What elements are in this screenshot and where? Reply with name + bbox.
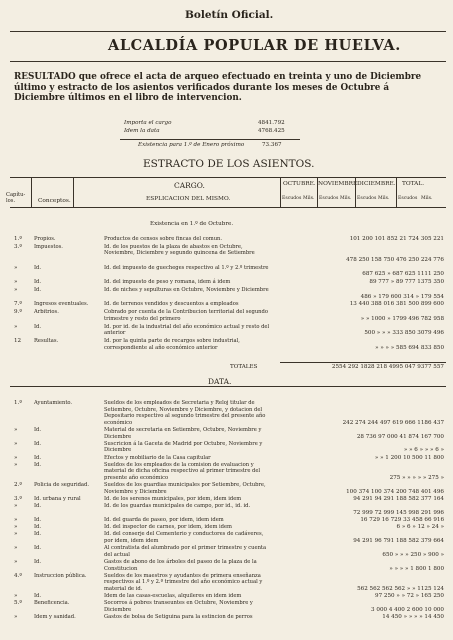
row-concepto: Propios. bbox=[34, 236, 56, 242]
row-concepto: Arbitrios. bbox=[34, 309, 59, 316]
col-explicacion: ESPLICACION DEL MISMO. bbox=[146, 196, 231, 202]
row-concepto: Id. bbox=[34, 531, 42, 538]
row-explicacion: Id. por id. de la industrial del año económico actual y resto del anterior bbox=[104, 323, 270, 337]
row-values: 562 562 562 562 » » 1125 124 bbox=[357, 586, 444, 592]
existencia-value: 73.367 bbox=[262, 142, 282, 148]
row-concepto: Instruccion pública. bbox=[34, 572, 87, 579]
data-value: 4768.425 bbox=[258, 128, 285, 134]
row-capitulo: » bbox=[14, 454, 18, 461]
arqueo-rule bbox=[120, 139, 300, 140]
row-concepto: Impuestos. bbox=[34, 243, 63, 250]
row-concepto: Id. bbox=[34, 503, 42, 510]
cargo-value: 4841.792 bbox=[258, 120, 285, 126]
row-concepto: Resultas. bbox=[34, 338, 59, 344]
row-capitulo: » bbox=[14, 517, 18, 523]
row-explicacion: Sueldos de los empleados de Secretaria y Reloj titular de Setiembre, Octubre, Noviembre y Diciembre, y dotacion del Depositario respectivo al segundo trimestre del presente año económico bbox=[104, 400, 266, 426]
row-concepto: Policia de seguridad. bbox=[34, 482, 89, 489]
row-concepto: Id. bbox=[34, 287, 42, 293]
row-explicacion: Gastos de abono de los árboles del paseo de la plaza de la Constitucion bbox=[104, 559, 257, 572]
banner-rule bbox=[10, 61, 446, 62]
row-concepto: Id. bbox=[34, 559, 42, 565]
row-capitulo: » bbox=[14, 461, 18, 468]
header-title: Boletín Oficial. bbox=[185, 9, 274, 21]
row-values: 6 » 6 » 12 » 24 » bbox=[396, 524, 444, 531]
row-capitulo: 2.º bbox=[14, 482, 22, 489]
row-concepto: Beneficencia. bbox=[34, 600, 70, 607]
cargo-vline-6 bbox=[396, 177, 397, 207]
row-capitulo: » bbox=[14, 531, 18, 538]
row-capitulo: » bbox=[14, 614, 18, 621]
sub-escudos-4: Escudos bbox=[398, 196, 418, 201]
row-values: 16 729 16 729 33 458 66 916 bbox=[360, 517, 444, 523]
sub-mils-4: Mils. bbox=[421, 196, 433, 201]
row-concepto: Id. bbox=[34, 517, 42, 523]
row-explicacion: Id. de niches y sepulturas en Octubre, Noviembre y Diciembre bbox=[104, 287, 269, 293]
row-explicacion: Sueldos de los maestros y ayudantes de primera enseñanza respectivos al 1.º y 2.º trimestre del año económico actual y material de id. bbox=[104, 572, 263, 592]
row-explicacion: Sueldos de los guardias municipales por Setiembre, Octubre, Noviembre y Diciembre bbox=[104, 482, 266, 495]
col-capitulos: Capítu-los. bbox=[6, 192, 26, 204]
cargo-vline-4 bbox=[317, 177, 318, 207]
row-explicacion: Id. por la quinta parte de recargos sobre industrial, correspondiente al año económico anterior bbox=[104, 338, 240, 351]
row-values: » » » » 585 694 833 850 bbox=[375, 344, 444, 351]
row-explicacion: Id. del conserje del Cementerio y conductores de cadáveres, por idem, idem idem bbox=[104, 531, 264, 544]
row-values: 500 » » » 333 850 3079 496 bbox=[364, 330, 444, 337]
row-concepto: Id. bbox=[34, 454, 42, 461]
row-explicacion: Id. del inspector de carnes, por idem, idem idem bbox=[104, 524, 232, 531]
row-explicacion: Cobrado por cuenta de la Contribucion territorial del segundo trimestre y resto del primero bbox=[104, 309, 268, 322]
row-concepto: Id. bbox=[34, 427, 42, 433]
row-values: 72 999 72 999 145 998 291 996 bbox=[353, 509, 444, 516]
estracto-title: ESTRACTO DE LOS ASIENTOS. bbox=[143, 158, 315, 170]
row-values: 89 777 » 89 777 1375 350 bbox=[369, 279, 444, 286]
row-capitulo: » bbox=[14, 559, 18, 565]
row-capitulo: » bbox=[14, 264, 18, 271]
cargo-label: Importa el cargo bbox=[124, 120, 172, 126]
row-capitulo: » bbox=[14, 545, 18, 552]
row-explicacion: Socorros á pobres transeuntes en Octubre, Noviembre y Diciembre bbox=[104, 600, 253, 613]
row-capitulo: 1.º bbox=[14, 400, 22, 406]
col-conceptos: Conceptos. bbox=[38, 198, 71, 204]
totales-rule bbox=[280, 362, 446, 363]
header-rule bbox=[10, 31, 446, 32]
cargo-vline-3 bbox=[280, 177, 281, 207]
row-values: 13 440 388 016 381 500 899 600 bbox=[349, 301, 444, 308]
row-capitulo: 7.º bbox=[14, 301, 22, 308]
sub-escudos-3: Escudos bbox=[357, 196, 377, 201]
row-capitulo: 5.º bbox=[14, 600, 22, 607]
row-explicacion: Al contratista del alumbrado por el primer trimestre y cuenta del actual bbox=[104, 545, 267, 558]
cargo-vline-2 bbox=[73, 177, 74, 207]
row-capitulo: » bbox=[14, 524, 18, 531]
data-heading: DATA. bbox=[208, 377, 232, 386]
row-explicacion: Gastos de bolsa de Setiguina para la estincion de perros bbox=[104, 614, 253, 621]
row-values: 478 250 158 750 476 250 224 776 bbox=[346, 257, 444, 263]
row-concepto: Id. bbox=[34, 264, 42, 271]
intro-paragraph: RESULTADO que ofrece el acta de arqueo efectuado en treinta y uno de Diciembre último y estracto de los asientos verificados durante los meses de Octubre á Diciembre últimos en el libro de intervencion. bbox=[14, 72, 422, 103]
col-diciembre: DICIEMBRE. bbox=[357, 181, 396, 187]
row-concepto: Id. bbox=[34, 440, 42, 447]
row-explicacion: Id. del impuesto de guecheges respectivo al 1.º y 2.º trimestre bbox=[104, 264, 269, 271]
cargo-vline-5 bbox=[355, 177, 356, 207]
row-capitulo: » bbox=[14, 503, 18, 510]
row-explicacion: Idem de las casas-escuelas, alquileres en idem idem bbox=[104, 593, 242, 600]
row-values: » » » » 1 800 1 800 bbox=[389, 565, 444, 572]
row-concepto: Id. bbox=[34, 461, 42, 468]
row-capitulo: 4.º bbox=[14, 572, 22, 579]
existencia-line: Existencia en 1.º de Octubre. bbox=[150, 221, 234, 227]
row-capitulo: 12 bbox=[14, 338, 22, 344]
row-capitulo: » bbox=[14, 440, 18, 447]
row-values: 28 736 97 000 41 874 167 700 bbox=[356, 433, 444, 440]
row-explicacion: Id. del guarda de paseo, por idem, idem idem bbox=[104, 517, 224, 523]
cargo-heading: CARGO. bbox=[174, 181, 205, 190]
row-capitulo: » bbox=[14, 287, 18, 293]
row-values: 242 274 244 497 619 666 1186 437 bbox=[342, 419, 444, 426]
row-explicacion: Id. de terrenos vendidos y descuentos a empleados bbox=[104, 301, 239, 308]
row-values: 650 » » » 250 » 900 » bbox=[382, 551, 444, 558]
row-values: 486 » 179 600 314 » 179 554 bbox=[360, 293, 444, 300]
row-concepto: Ingresos eventuales. bbox=[34, 301, 89, 308]
row-concepto: Id. bbox=[34, 593, 42, 600]
banner-title: ALCALDÍA POPULAR DE HUELVA. bbox=[108, 37, 401, 54]
totales-values: 2554 292 1828 218 4995 047 9377 557 bbox=[331, 364, 444, 370]
row-concepto: Id. bbox=[34, 545, 42, 552]
row-explicacion: Id. del impuesto de peso y romana, idem á idem bbox=[104, 279, 231, 286]
data-label: Idem la data bbox=[124, 128, 160, 134]
row-concepto: Id. urbana y rural bbox=[34, 496, 81, 502]
row-capitulo: » bbox=[14, 593, 18, 600]
row-concepto: Id. bbox=[34, 323, 42, 330]
row-capitulo: 9.º bbox=[14, 309, 22, 316]
sub-mils-2: Mils. bbox=[340, 196, 352, 201]
row-values: 687 625 » 687 625 1111 250 bbox=[362, 271, 444, 278]
row-values: » » 1000 » 1799 496 782 958 bbox=[360, 315, 444, 322]
cargo-header-bottom-rule bbox=[10, 207, 446, 208]
row-explicacion: Sueldos de los empleados de la comision de evaluacion y material de dicha oficina respectivo al primer trimestre del presente año económico bbox=[104, 461, 261, 481]
row-values: 275 » » » » » 275 » bbox=[389, 475, 444, 481]
data-top-rule bbox=[10, 386, 446, 387]
row-capitulo: » bbox=[14, 323, 18, 330]
row-values: 101 200 101 852 21 724 305 221 bbox=[349, 236, 444, 242]
row-values: » » 6 » » » 6 » bbox=[403, 447, 444, 454]
row-explicacion: Efectos y mobiliario de la Casa capitular bbox=[104, 454, 211, 461]
row-explicacion: Id. de los puestos de la plaza de abastos en Octubre, Noviembre, Diciembre y segundo quincena de Setiembre bbox=[104, 243, 255, 257]
row-explicacion: Suscricion á la Gaceta de Madrid por Octubre, Noviembre y Diciembre bbox=[104, 440, 263, 454]
row-concepto: Ayuntamiento. bbox=[34, 400, 73, 406]
row-values: 14 450 » » » » 14 450 bbox=[382, 614, 444, 621]
row-explicacion: Id. de los guardas municipales de campo, por id., id. id. bbox=[104, 503, 251, 510]
row-values: » » 1 200 10 500 11 800 bbox=[374, 454, 444, 461]
row-concepto: Idem y sanidad. bbox=[34, 614, 76, 621]
col-octubre: OCTUBRE. bbox=[283, 181, 316, 187]
row-explicacion: Material de secretaria en Setiembre, Octubre, Noviembre y Diciembre bbox=[104, 427, 262, 440]
row-values: 97 250 » » 72 » 165 250 bbox=[375, 593, 444, 600]
row-explicacion: Productos de censos sobre fincas del comun. bbox=[104, 236, 223, 242]
row-values: 100 374 100 374 200 748 401 496 bbox=[346, 488, 444, 495]
sub-mils-3: Mils. bbox=[378, 196, 390, 201]
col-noviembre: NOVIEMBRE. bbox=[318, 181, 360, 187]
row-capitulo: 1.º bbox=[14, 236, 22, 242]
row-values: 94 291 94 291 188 582 377 164 bbox=[353, 496, 444, 502]
cargo-top-rule bbox=[10, 177, 446, 178]
row-capitulo: 3.º bbox=[14, 243, 22, 250]
row-capitulo: 3.º bbox=[14, 496, 22, 502]
cargo-vline-1 bbox=[31, 177, 32, 207]
row-concepto: Id. bbox=[34, 279, 42, 286]
sub-escudos-1: Escudos bbox=[282, 196, 302, 201]
sub-escudos-2: Escudos bbox=[319, 196, 339, 201]
totales-label: TOTALES bbox=[230, 364, 258, 370]
row-capitulo: » bbox=[14, 279, 18, 286]
existencia-label: Existencia para 1.º de Enero próximo bbox=[138, 142, 245, 148]
row-capitulo: » bbox=[14, 427, 18, 433]
row-concepto: Id. bbox=[34, 524, 42, 531]
sub-mils-1: Mils. bbox=[303, 196, 315, 201]
row-explicacion: Id. de los serenos municipales, por idem, idem idem bbox=[104, 496, 242, 502]
row-values: 3 000 4 400 2 600 10 000 bbox=[371, 607, 444, 613]
row-values: 94 291 96 791 188 582 379 664 bbox=[353, 538, 444, 544]
col-total: TOTAL. bbox=[402, 181, 425, 187]
